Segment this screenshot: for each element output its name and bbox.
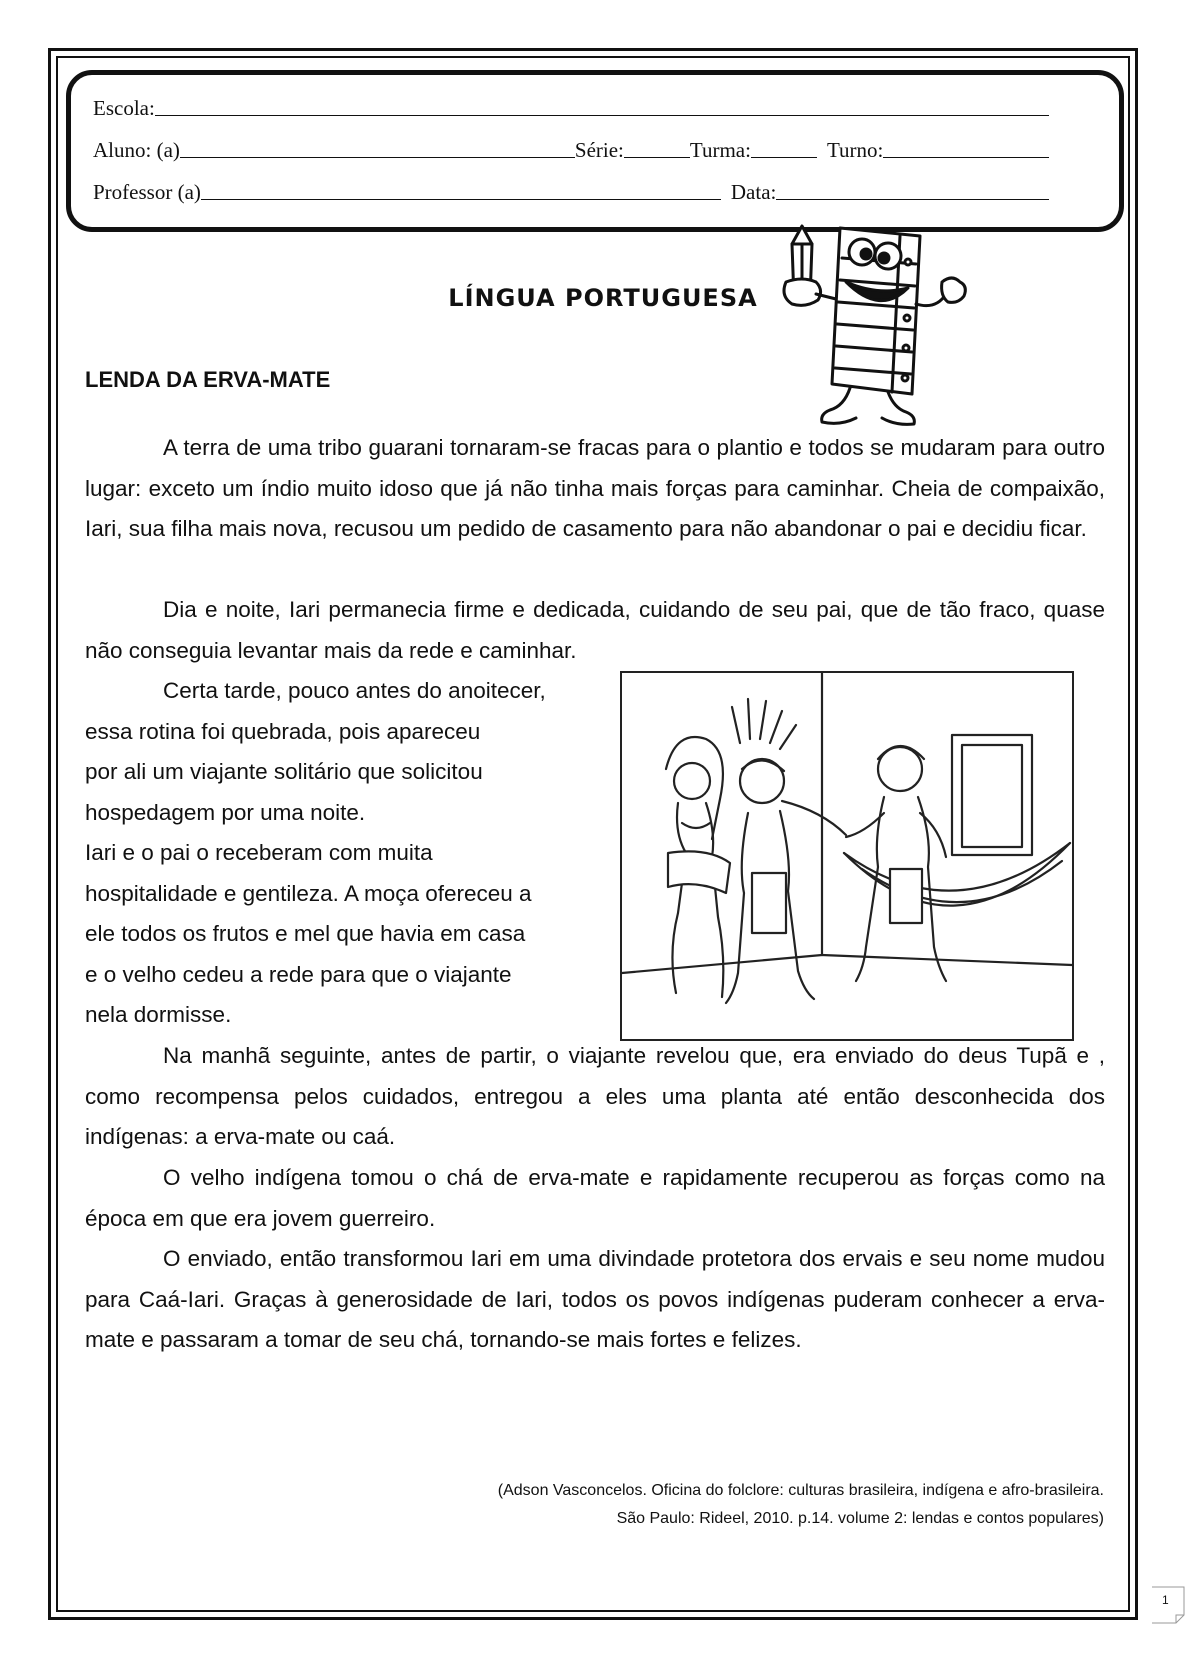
citation-line-1: (Adson Vasconcelos. Oficina do folclore: culturas brasileira, indígena e afro-brasileira. bbox=[497, 1482, 1104, 1499]
indigenous-family-hammock-icon bbox=[622, 673, 1072, 1039]
turno-field[interactable] bbox=[883, 153, 1049, 158]
professor-row bbox=[93, 177, 1049, 205]
story-illustration bbox=[620, 671, 1074, 1041]
paragraph-1: A terra de uma tribo guarani tornaram-se fracas para o plantio e todos se mudaram para outro lugar: exceto um índio muito idoso que já não tinha mais forças para caminhar. Cheia de compaixão, Iari, sua filha mais nova, recusou um pedido de casamento para não abandonar o pai e decidiu ficar. bbox=[85, 435, 1105, 541]
student-info-box bbox=[66, 70, 1124, 232]
citation-line-2: São Paulo: Rideel, 2010. p.14. volume 2: lendas e contos populares) bbox=[616, 1510, 1104, 1527]
escola-label: Escola: bbox=[93, 96, 155, 120]
turno-label: Turno: bbox=[826, 138, 884, 162]
story-subtitle: LENDA DA ERVA-MATE bbox=[85, 367, 331, 392]
page-title: LÍNGUA PORTUGUESA bbox=[448, 284, 758, 312]
paragraph-3-line: por ali um viajante solitário que solicitou bbox=[85, 759, 483, 784]
paragraph-3-line: hospitalidade e gentileza. A moça ofereceu a bbox=[85, 880, 532, 906]
paragraph-3-line: ele todos os frutos e mel que havia em casa bbox=[85, 921, 526, 946]
paragraph-3-line: hospedagem por uma noite. bbox=[85, 799, 366, 825]
page-number-tab bbox=[1150, 1585, 1186, 1625]
professor-label: Professor (a) bbox=[93, 180, 201, 204]
aluno-row bbox=[93, 135, 1049, 163]
escola-row bbox=[93, 93, 1049, 121]
data-field[interactable] bbox=[776, 195, 1049, 200]
paragraph-3 bbox=[85, 671, 625, 1036]
serie-field[interactable] bbox=[624, 153, 690, 158]
paragraph-6: O enviado, então transformou Iari em uma divindade protetora dos ervais e seu nome mudou para Caá-Iari. Graças à generosidade de Iari, todos os povos indígenas puderam conhecer a erva-mate e passaram a tomar de seu chá, tornando-se mais fortes e felizes. bbox=[85, 1246, 1105, 1352]
paragraph-3-line: Iari e o pai o receberam com muita bbox=[85, 840, 433, 865]
paragraph-3-line: essa rotina foi quebrada, pois apareceu bbox=[85, 718, 481, 744]
professor-field[interactable] bbox=[201, 195, 721, 200]
paragraph-3-line: e o velho cedeu a rede para que o viajante bbox=[85, 961, 512, 987]
serie-label: Série: bbox=[574, 138, 624, 162]
paragraph-5: O velho indígena tomou o chá de erva-mate e rapidamente recuperou as forças como na época em que era jovem guerreiro. bbox=[85, 1165, 1105, 1231]
turma-field[interactable] bbox=[751, 153, 817, 158]
notebook-mascot-icon bbox=[780, 222, 1020, 430]
page-number: 1 bbox=[1162, 1593, 1169, 1607]
aluno-label: Aluno: (a) bbox=[93, 138, 180, 162]
aluno-field[interactable] bbox=[180, 153, 575, 158]
citation bbox=[498, 1477, 1104, 1533]
paragraph-3-line: nela dormisse. bbox=[85, 1002, 232, 1027]
paragraph-2: Dia e noite, Iari permanecia firme e dedicada, cuidando de seu pai, que de tão fraco, quase não conseguia levantar mais da rede e caminhar. bbox=[85, 597, 1105, 663]
turma-label: Turma: bbox=[689, 138, 751, 162]
paragraph-3-line: Certa tarde, pouco antes do anoitecer, bbox=[163, 678, 546, 703]
data-label: Data: bbox=[730, 180, 777, 204]
escola-field[interactable] bbox=[155, 111, 1049, 116]
paragraph-4: Na manhã seguinte, antes de partir, o viajante revelou que, era enviado do deus Tupã e , como recompensa pelos cuidados, entregou a eles uma planta até então desconhecida dos indígenas: a erva-mate ou caá. bbox=[85, 1043, 1105, 1149]
